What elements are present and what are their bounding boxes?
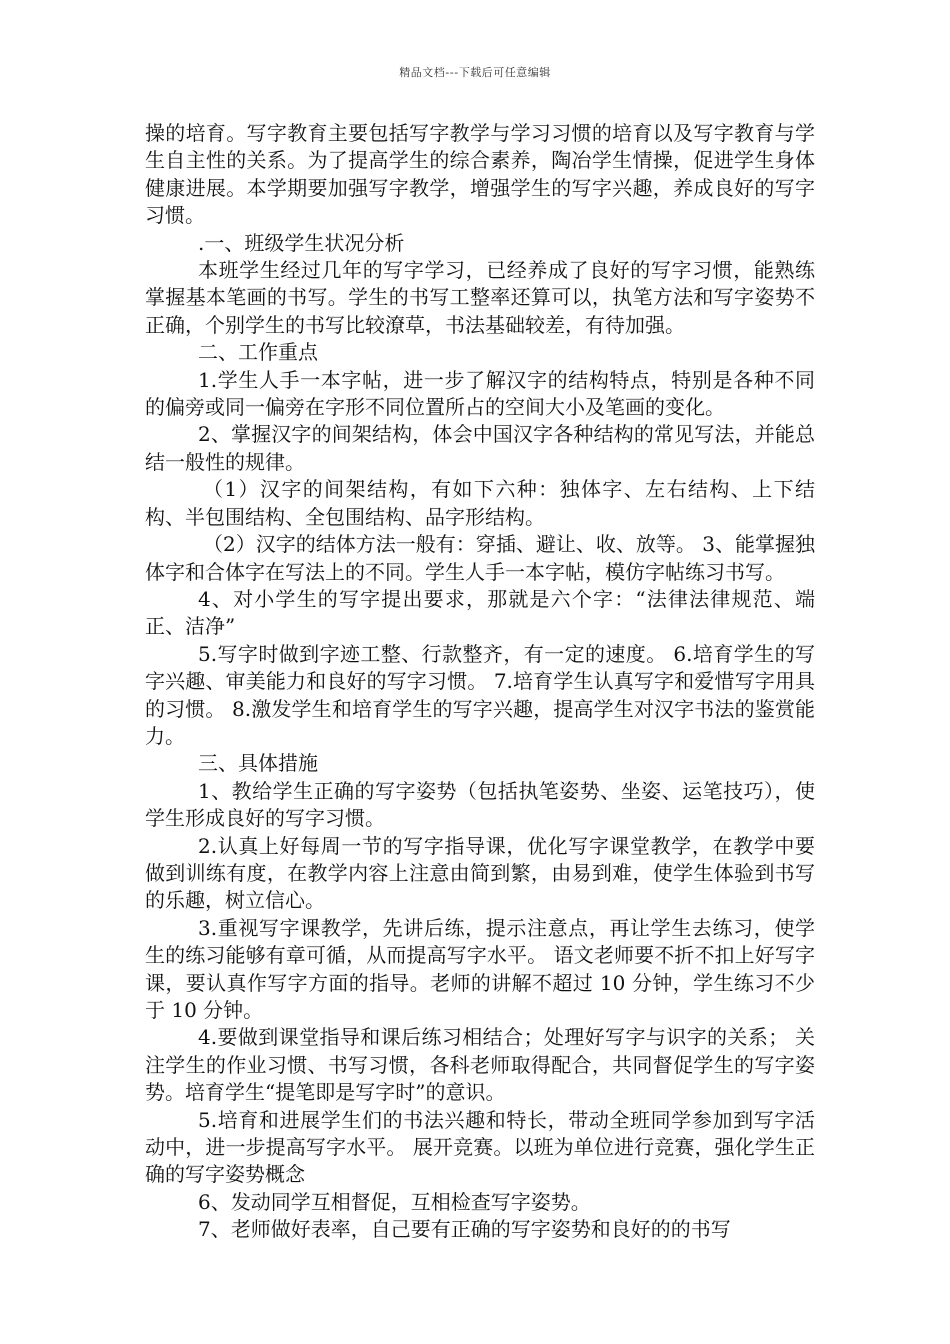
paragraph-measure-6: 6、发动同学互相督促，互相检查写字姿势。 (198, 1189, 591, 1214)
page-header-caption: 精品文档---下载后可任意编辑 (399, 66, 551, 79)
paragraph-measure-1: 1、教给学生正确的写字姿势（包括执笔姿势、坐姿、运笔技巧），使学生形成良好的写字习惯。 (145, 778, 815, 831)
paragraph-measure-5: 5.培育和进展学生们的书法兴趣和特长，带动全班同学参加到写字活动中，进一步提高写字水平。 展开竞赛。以班为单位进行竞赛，强化学生正确的写字姿势概念 (145, 1107, 815, 1187)
paragraph-measure-3: 3.重视写字课教学，先讲后练，提示注意点，再让学生去练习，使学生的练习能够有章可循，从而提高写字水平。 语文老师要不折不扣上好写字课，要认真作写字方面的指导。老师的讲解不超过 10 分钟，学生练习不少于 10 分钟。 (145, 915, 815, 1022)
paragraph-intro: 操的培育。写字教育主要包括写字教学与学习习惯的培育以及写字教育与学生自主性的关系。为了提高学生的综合素养，陶冶学生情操，促进学生身体健康进展。本学期要加强写字教学，增强学生的写字兴趣，养成良好的写字习惯。 (145, 121, 815, 228)
paragraph-focus-5-8: 5.写字时做到字迹工整、行款整齐，有一定的速度。 6.培育学生的写字兴趣、审美能力和良好的写字习惯。 7.培育学生认真写字和爱惜写字用具的习惯。 8.激发学生和培育学生的写字兴趣，提高学生对汉字书法的鉴赏能力。 (145, 641, 815, 748)
paragraph-focus-1: 1.学生人手一本字帖，进一步了解汉字的结构特点，特别是各种不同的偏旁或同一偏旁在字形不同位置所占的空间大小及笔画的变化。 (145, 367, 815, 420)
section-heading-work-focus: 二、工作重点 (198, 340, 318, 365)
paragraph-focus-4: 4、对小学生的写字提出要求，那就是六个字：“法律法律规范、端正、洁净” (145, 586, 815, 639)
section-heading-class-analysis: .一、班级学生状况分析 (198, 230, 405, 255)
paragraph-focus-2: 2、掌握汉字的间架结构，体会中国汉字各种结构的常见写法，并能总结一般性的规律。 (145, 422, 815, 474)
paragraph-measure-7: 7、老师做好表率，自己要有正确的写字姿势和良好的的书写 (198, 1217, 731, 1242)
document-body (145, 120, 815, 1244)
paragraph-measure-4: 4.要做到课堂指导和课后练习相结合；处理好写字与识字的关系； 关注学生的作业习惯、书写习惯，各科老师取得配合，共同督促学生的写字姿势。培育学生“提笔即是写字时”的意识。 (145, 1025, 815, 1105)
section-heading-measures: 三、具体措施 (198, 751, 318, 776)
paragraph-class-analysis: 本班学生经过几年的写字学习，已经养成了良好的写字习惯，能熟练掌握基本笔画的书写。学生的书写工整率还算可以，执笔方法和写字姿势不正确，个别学生的书写比较潦草，书法基础较差，有待加强。 (145, 258, 815, 337)
paragraph-measure-2: 2.认真上好每周一节的写字指导课，优化写字课堂教学，在教学中要做到训练有度，在教学内容上注意由简到繁，由易到难，使学生体验到书写的乐趣，树立信心。 (145, 833, 815, 913)
paragraph-focus-2-sub-2: （2）汉字的结体方法一般有：穿插、避让、收、放等。 3、能掌握独体字和合体字在写法上的不同。学生人手一本字帖，模仿字帖练习书写。 (145, 532, 815, 584)
paragraph-focus-2-sub-1: （1）汉字的间架结构，有如下六种：独体字、左右结构、上下结构、半包围结构、全包围结构、品字形结构。 (145, 477, 815, 529)
